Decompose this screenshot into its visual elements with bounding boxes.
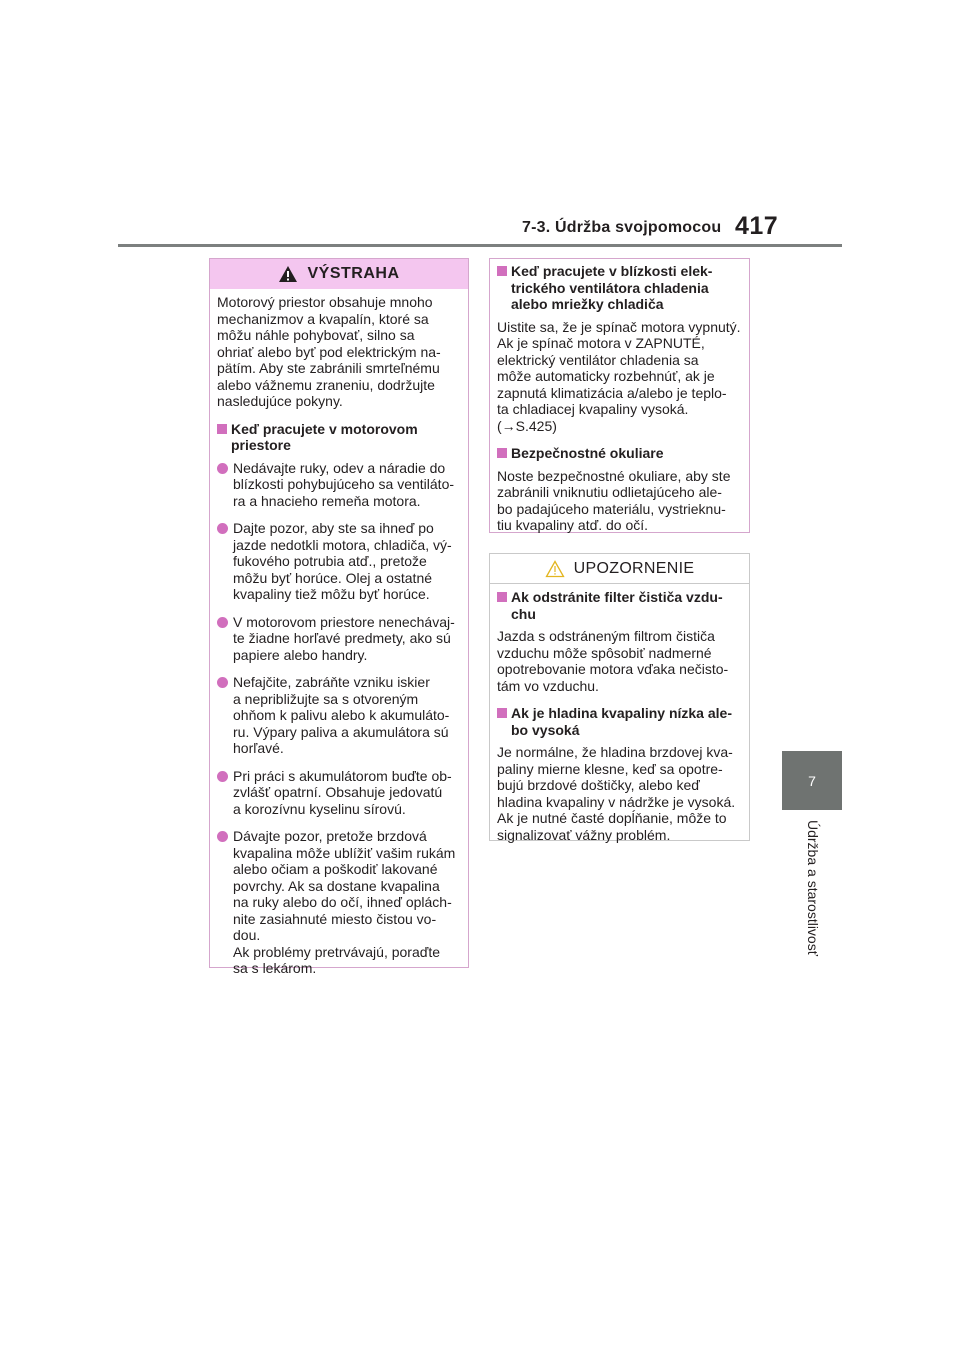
text-line: mechanizmov a kvapalín, ktoré sa [217,310,429,327]
text-line: bo vysoká [511,721,580,738]
text-line: môžu náhle pohybovať, silno sa [217,327,415,343]
text-line: Je normálne, že hladina brzdovej kva- [497,744,733,760]
text-line: priestore [231,437,291,453]
warning-bullet-item [217,674,462,757]
text-line: na ruky alebo do očí, ihneď oplách- [233,894,452,910]
text-line: hladina kvapaliny v nádržke je vysoká. [497,793,736,810]
round-bullet-icon [217,677,228,688]
round-bullet-icon [217,463,228,474]
warning-content [210,289,468,977]
caution-box [489,553,750,841]
text-line: signalizovať vážny problém. [497,826,671,843]
text-line: te žiadne horľavé predmety, ako sú [233,630,451,646]
bullet-text [233,768,462,818]
round-bullet-icon [217,617,228,628]
square-bullet-icon [497,266,507,276]
text-line: ra a hnacieho remeňa motora. [233,492,421,509]
warning-bullet-item [217,520,462,603]
text-line: V motorovom priestore nenechávaj- [233,613,455,630]
text-line: Keď pracujete v blízkosti elek- [511,263,713,279]
text-line: Dajte pozor, aby ste sa ihneď po [233,520,434,536]
text-line: nite zasiahnuté miesto čistou vo- [233,910,437,927]
text-line: kvapalina môže ublížiť vašim rukám [233,844,456,861]
warning-header [210,259,468,289]
text-line: paliny mierne klesne, keď sa opotre- [497,760,723,777]
text-line: Motorový priestor obsahuje mnoho [217,294,433,310]
text-line: povrchy. Ak sa dostane kvapalina [233,877,440,894]
warning-title: VÝSTRAHA [307,265,400,282]
square-bullet-icon [217,424,227,434]
text-line: trického ventilátora chladenia [511,279,709,296]
text-line: Ak je spínač motora v ZAPNUTÉ, [497,335,705,351]
warning-continuation-content [490,259,749,534]
text-line: chu [511,605,536,622]
round-bullet-icon [217,771,228,782]
bullet-text [233,674,462,757]
text-line: môže automaticky rozbehnúť, ak je [497,368,715,384]
warning-bullet-item [217,614,462,664]
text-line: fukového potrubia atď., pretože [233,553,427,569]
round-bullet-icon [217,523,228,534]
square-bullet-icon [497,592,507,602]
chapter-tab[interactable] [782,751,842,810]
section-heading [497,589,743,622]
warning-bullet-item [217,828,462,977]
warning-intro [217,294,462,410]
warning-triangle-outline-icon [545,560,565,578]
page-number: 417 [735,212,779,240]
text-line: vzduchu môže spôsobiť nadmerné [497,644,712,661]
text-line: pätím. Aby ste zabránili smrteľnému [217,360,440,376]
warning-triangle-filled-icon [278,265,298,283]
text-line: alebo očiam a poškodiť lakované [233,861,438,877]
warning-bullet-item [217,460,462,510]
text-line: Bezpečnostné okuliare [511,445,664,461]
text-line: jazde nedotkli motora, chladiča, vý- [233,536,452,553]
text-line: horľavé. [233,740,284,756]
text-line: Ak je hladina kvapaliny nízka ale- [511,705,732,721]
text-line: elektrický ventilátor chladenia sa [497,351,699,368]
text-line: zabránili vniknutiu odlietajúceho ale- [497,484,722,500]
text-line: a nepribližujte sa s otvoreným [233,690,419,707]
section-body [497,468,743,534]
text-line: alebo vážnemu zraneniu, dodržujte [217,376,435,393]
warning-box [209,258,469,976]
header-divider [118,244,842,247]
text-line: Ak odstránite filter čističa vzdu- [511,589,723,605]
chapter-title: Údržba a starostlivosť [805,820,821,956]
section-heading-text [511,705,743,738]
text-line: zapnutá klimatizácia a/alebo je teplo- [497,384,727,401]
text-line: zvlášť opatrní. Obsahuje jedovatú [233,784,443,800]
text-line: Ak problémy pretrvávajú, poraďte [233,943,441,960]
chapter-number: 7 [808,772,816,789]
warning-bullet-item [217,768,462,818]
section-body [497,628,743,694]
text-line: ohňom k palivu alebo k akumuláto- [233,707,450,723]
text-line: blízkosti pohybujúceho sa ventiláto- [233,476,455,492]
section-heading-text [511,445,743,462]
text-line: a korozívnu kyselinu sírovú. [233,800,406,817]
bullet-text [233,614,462,664]
text-line: ohriať alebo byť pod elektrickým na- [217,343,441,360]
text-line: Uistite sa, že je spínač motora vypnutý. [497,318,741,335]
text-line: bujú brzdové doštičky, alebo keď [497,777,700,793]
round-bullet-icon [217,831,228,842]
text-line: Dávajte pozor, pretože brzdová [233,828,427,844]
section-heading [497,445,743,462]
section-heading [497,263,743,313]
bullet-text [233,828,462,977]
square-bullet-icon [497,448,507,458]
text-line: opotrebovanie motora vďaka nečisto- [497,661,729,677]
text-line: Ak je nutné časté dopĺňanie, môže to [497,810,727,826]
text-line: sa s lekárom. [233,960,317,976]
bullet-text [233,520,462,603]
text-line: ru. Výpary paliva a akumulátora sú [233,723,449,740]
text-line: papiere alebo handry. [233,646,368,663]
text-line: môžu byť horúce. Olej a ostatné [233,569,433,586]
text-line: Nedávajte ruky, odev a náradie do [233,459,446,476]
text-line: dou. [233,927,261,943]
text-line: alebo mriežky chladiča [511,296,664,312]
text-line: tám vo vzduchu. [497,677,599,694]
text-line: Pri práci s akumulátorom buďte ob- [233,767,452,784]
warning-heading-text [231,421,462,454]
caution-title: UPOZORNENIE [573,559,695,577]
warning-heading [217,421,462,454]
bullet-text [233,460,462,510]
square-bullet-icon [497,708,507,718]
section-heading [497,705,743,738]
caution-content [490,584,749,843]
text-line: bo padajúceho materiálu, vystrieknu- [497,500,726,517]
text-line: Nefajčite, zabráňte vzniku iskier [233,674,430,690]
section-body [497,744,743,843]
text-line: kvapaliny tiež môžu byť horúce. [233,586,430,602]
section-heading-text [511,263,743,313]
text-line: nasledujúce pokyny. [217,393,343,409]
section-title: 7-3. Údržba svojpomocou [522,219,722,236]
section-heading-text [511,589,743,622]
section-body [497,319,743,435]
text-line: ta chladiacej kvapaliny vysoká. [497,401,689,417]
text-line: (→S.425) [497,417,557,434]
text-line: Keď pracujete v motorovom [231,420,418,437]
warning-bullet-list [217,460,462,977]
text-line: Jazda s odstráneným filtrom čističa [497,628,715,644]
warning-continuation-box [489,258,750,533]
text-line: Noste bezpečnostné okuliare, aby ste [497,467,731,484]
text-line: tiu kvapaliny atď. do očí. [497,517,649,533]
caution-header [490,554,749,584]
